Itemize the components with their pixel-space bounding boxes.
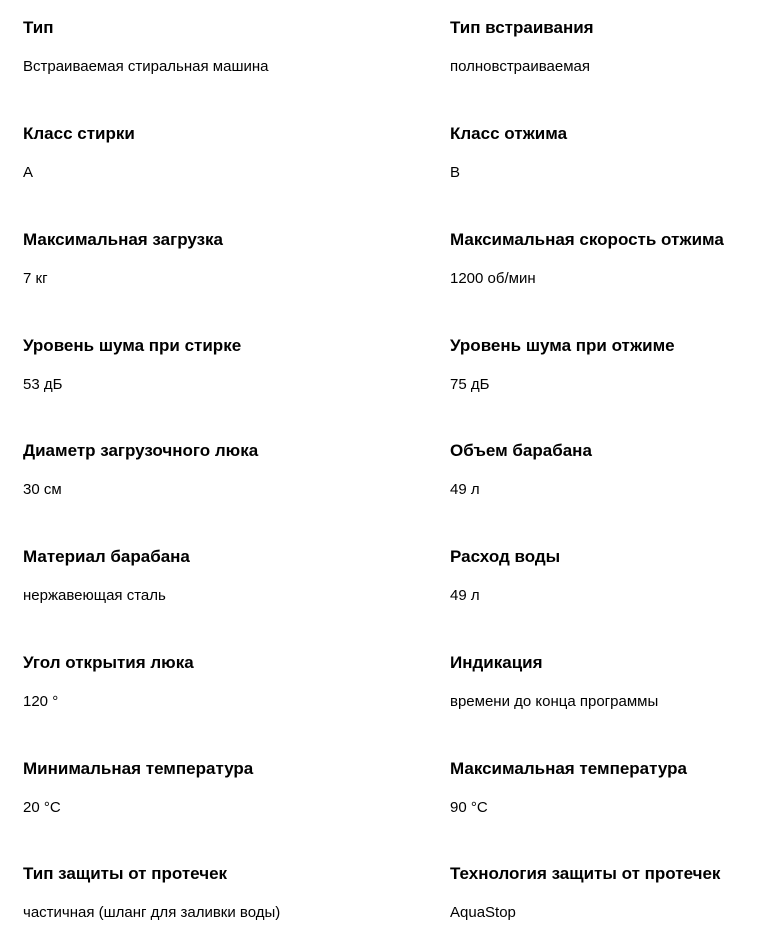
spec-label: Максимальная загрузка: [23, 230, 223, 249]
spec-label: Угол открытия люка: [23, 653, 194, 672]
spec-value: 30 см: [23, 481, 62, 498]
spec-item-spin-noise: [450, 336, 766, 394]
spec-item-max-temperature: [450, 759, 766, 817]
spec-label: Класс отжима: [450, 124, 568, 143]
spec-label: Тип встраивания: [450, 18, 594, 37]
spec-value: 120 °: [23, 693, 59, 710]
spec-item-hatch-angle: [23, 653, 343, 711]
spec-label: Максимальная скорость отжима: [450, 230, 724, 249]
spec-item-max-load: [23, 230, 343, 288]
spec-label: Уровень шума при отжиме: [450, 336, 675, 355]
spec-value: нержавеющая сталь: [23, 587, 166, 604]
spec-item-water-consumption: [450, 547, 766, 605]
spec-label: Тип: [23, 18, 54, 37]
spec-value: полновстраиваемая: [450, 58, 591, 75]
spec-value: A: [23, 164, 34, 181]
spec-value: 90 °С: [450, 799, 488, 816]
spec-label: Индикация: [450, 653, 543, 672]
spec-item-installation-type: [450, 18, 766, 76]
spec-item-leak-protection-type: [23, 864, 343, 922]
spec-value: 75 дБ: [450, 376, 490, 393]
spec-value: Встраиваемая стиральная машина: [23, 58, 269, 75]
spec-label: Технология защиты от протечек: [450, 864, 721, 883]
spec-label: Минимальная температура: [23, 759, 254, 778]
spec-label: Диаметр загрузочного люка: [23, 441, 259, 460]
spec-value: 49 л: [450, 481, 480, 498]
spec-item-indication: [450, 653, 766, 711]
spec-value: 20 °С: [23, 799, 61, 816]
spec-value: AquaStop: [450, 904, 516, 921]
spec-item-drum-material: [23, 547, 343, 605]
spec-item-type: [23, 18, 343, 76]
spec-item-leak-protection-technology: [450, 864, 766, 922]
spec-label: Класс стирки: [23, 124, 135, 143]
spec-value: 53 дБ: [23, 376, 63, 393]
spec-label: Тип защиты от протечек: [23, 864, 228, 883]
spec-item-hatch-diameter: [23, 441, 343, 499]
spec-value: B: [450, 164, 461, 181]
spec-item-spin-class: [450, 124, 766, 182]
spec-label: Уровень шума при стирке: [23, 336, 242, 355]
spec-label: Расход воды: [450, 547, 561, 566]
spec-item-wash-noise: [23, 336, 343, 394]
spec-item-min-temperature: [23, 759, 343, 817]
spec-item-wash-class: [23, 124, 343, 182]
spec-label: Материал барабана: [23, 547, 190, 566]
spec-value: 1200 об/мин: [450, 270, 536, 287]
spec-value: 49 л: [450, 587, 480, 604]
spec-label: Объем барабана: [450, 441, 592, 460]
spec-value: времени до конца программы: [450, 693, 659, 710]
spec-value: частичная (шланг для заливки воды): [23, 904, 281, 921]
spec-value: 7 кг: [23, 270, 48, 287]
spec-item-drum-volume: [450, 441, 766, 499]
spec-item-max-spin-speed: [450, 230, 766, 288]
spec-label: Максимальная температура: [450, 759, 687, 778]
